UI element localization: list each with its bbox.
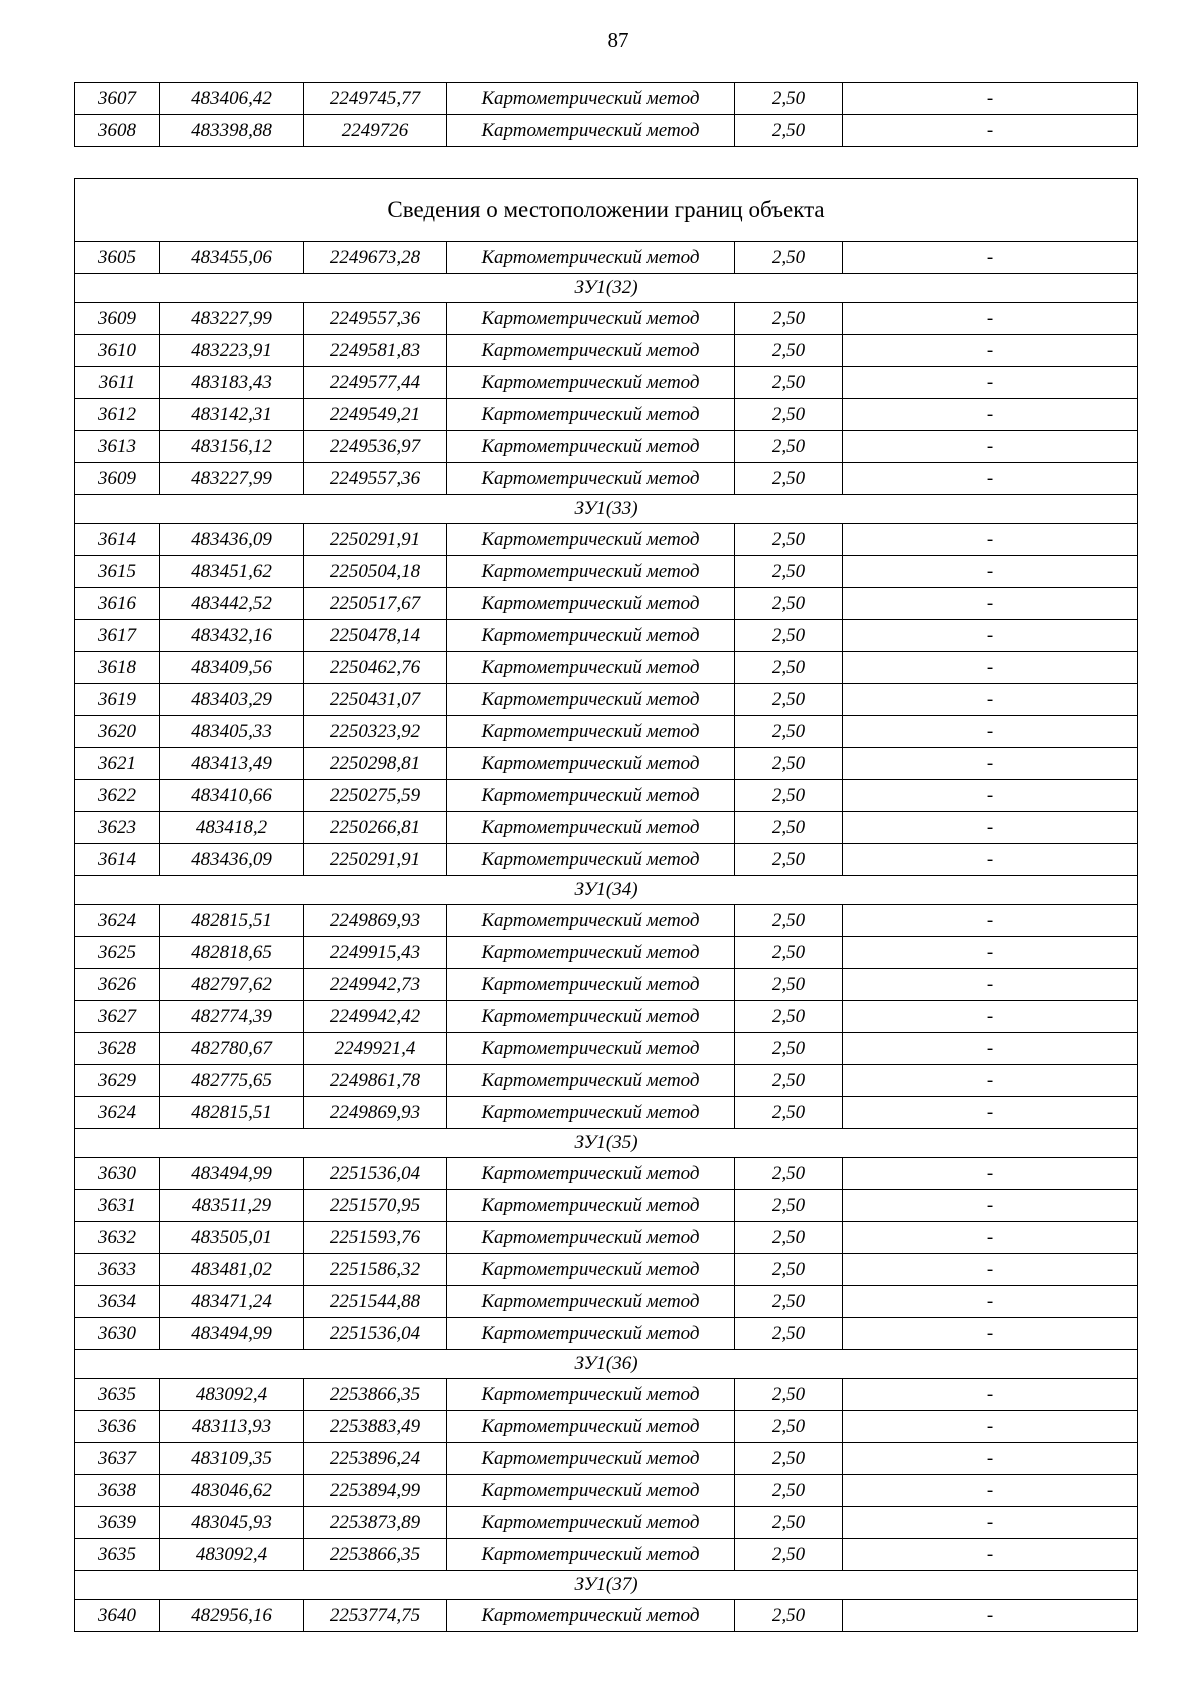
section-row	[75, 1571, 1138, 1600]
note-cell: -	[843, 1190, 1138, 1222]
method-cell: Картометрический метод	[447, 844, 735, 876]
section-label: ЗУ1(32)	[75, 274, 1138, 303]
coord-x-cell: 483436,09	[160, 524, 304, 556]
point-number-cell: 3612	[75, 399, 160, 431]
coord-x-cell: 483410,66	[160, 780, 304, 812]
table-row	[75, 969, 1138, 1001]
point-number-cell: 3635	[75, 1539, 160, 1571]
coord-x-cell: 483455,06	[160, 242, 304, 274]
coord-y-cell: 2251536,04	[304, 1318, 447, 1350]
method-cell: Картометрический метод	[447, 556, 735, 588]
coord-y-cell: 2249577,44	[304, 367, 447, 399]
note-cell: -	[843, 1097, 1138, 1129]
method-cell: Картометрический метод	[447, 1065, 735, 1097]
method-cell: Картометрический метод	[447, 1033, 735, 1065]
accuracy-cell: 2,50	[735, 303, 843, 335]
note-cell: -	[843, 1443, 1138, 1475]
coord-x-cell: 482815,51	[160, 905, 304, 937]
point-number-cell: 3631	[75, 1190, 160, 1222]
point-number-cell: 3621	[75, 748, 160, 780]
section-label: ЗУ1(34)	[75, 876, 1138, 905]
table-row	[75, 1475, 1138, 1507]
coord-y-cell: 2251570,95	[304, 1190, 447, 1222]
point-number-cell: 3635	[75, 1379, 160, 1411]
section-label: ЗУ1(33)	[75, 495, 1138, 524]
accuracy-cell: 2,50	[735, 1475, 843, 1507]
accuracy-cell: 2,50	[735, 335, 843, 367]
boundary-location-table	[74, 178, 1138, 1632]
point-number-cell: 3610	[75, 335, 160, 367]
table-row	[75, 1539, 1138, 1571]
note-cell: -	[843, 1475, 1138, 1507]
coord-y-cell: 2250504,18	[304, 556, 447, 588]
coord-y-cell: 2253866,35	[304, 1539, 447, 1571]
coord-x-cell: 483142,31	[160, 399, 304, 431]
coord-x-cell: 482956,16	[160, 1600, 304, 1632]
note-cell: -	[843, 748, 1138, 780]
table-row	[75, 652, 1138, 684]
table-row	[75, 1065, 1138, 1097]
page-number: 87	[607, 28, 629, 52]
coord-x-cell: 483398,88	[160, 115, 304, 147]
coord-x-cell: 483494,99	[160, 1158, 304, 1190]
coord-x-cell: 483109,35	[160, 1443, 304, 1475]
accuracy-cell: 2,50	[735, 1254, 843, 1286]
coord-y-cell: 2253866,35	[304, 1379, 447, 1411]
point-number-cell: 3614	[75, 524, 160, 556]
coord-x-cell: 483156,12	[160, 431, 304, 463]
coord-y-cell: 2251536,04	[304, 1158, 447, 1190]
point-number-cell: 3638	[75, 1475, 160, 1507]
point-number-cell: 3622	[75, 780, 160, 812]
coord-x-cell: 483409,56	[160, 652, 304, 684]
point-number-cell: 3616	[75, 588, 160, 620]
coord-x-cell: 483227,99	[160, 463, 304, 495]
note-cell: -	[843, 588, 1138, 620]
section-label: ЗУ1(37)	[75, 1571, 1138, 1600]
point-number-cell: 3607	[75, 83, 160, 115]
table-row	[75, 1254, 1138, 1286]
coord-y-cell: 2251586,32	[304, 1254, 447, 1286]
coord-y-cell: 2249557,36	[304, 303, 447, 335]
accuracy-cell: 2,50	[735, 937, 843, 969]
coord-x-cell: 483418,2	[160, 812, 304, 844]
note-cell: -	[843, 1033, 1138, 1065]
coord-x-cell: 483442,52	[160, 588, 304, 620]
note-cell: -	[843, 399, 1138, 431]
accuracy-cell: 2,50	[735, 780, 843, 812]
note-cell: -	[843, 1507, 1138, 1539]
point-number-cell: 3634	[75, 1286, 160, 1318]
accuracy-cell: 2,50	[735, 1222, 843, 1254]
point-number-cell: 3617	[75, 620, 160, 652]
coord-y-cell: 2250323,92	[304, 716, 447, 748]
coord-x-cell: 483092,4	[160, 1379, 304, 1411]
coord-y-cell: 2249942,42	[304, 1001, 447, 1033]
note-cell: -	[843, 1600, 1138, 1632]
method-cell: Картометрический метод	[447, 937, 735, 969]
method-cell: Картометрический метод	[447, 684, 735, 716]
accuracy-cell: 2,50	[735, 844, 843, 876]
method-cell: Картометрический метод	[447, 1158, 735, 1190]
coord-y-cell: 2251544,88	[304, 1286, 447, 1318]
point-number-cell: 3608	[75, 115, 160, 147]
note-cell: -	[843, 652, 1138, 684]
coord-x-cell: 483223,91	[160, 335, 304, 367]
coord-y-cell: 2249915,43	[304, 937, 447, 969]
coord-y-cell: 2250478,14	[304, 620, 447, 652]
coord-y-cell: 2250291,91	[304, 524, 447, 556]
note-cell: -	[843, 1222, 1138, 1254]
table-row	[75, 1001, 1138, 1033]
coord-x-cell: 483451,62	[160, 556, 304, 588]
accuracy-cell: 2,50	[735, 1600, 843, 1632]
note-cell: -	[843, 716, 1138, 748]
coord-x-cell: 483436,09	[160, 844, 304, 876]
table-row	[75, 524, 1138, 556]
method-cell: Картометрический метод	[447, 969, 735, 1001]
table-row	[75, 1286, 1138, 1318]
coord-x-cell: 482780,67	[160, 1033, 304, 1065]
point-number-cell: 3626	[75, 969, 160, 1001]
accuracy-cell: 2,50	[735, 812, 843, 844]
coord-x-cell: 483511,29	[160, 1190, 304, 1222]
accuracy-cell: 2,50	[735, 1379, 843, 1411]
method-cell: Картометрический метод	[447, 524, 735, 556]
coord-y-cell: 2253896,24	[304, 1443, 447, 1475]
point-number-cell: 3627	[75, 1001, 160, 1033]
coord-y-cell: 2249673,28	[304, 242, 447, 274]
coord-x-cell: 483113,93	[160, 1411, 304, 1443]
note-cell: -	[843, 367, 1138, 399]
table-row	[75, 684, 1138, 716]
table-row	[75, 303, 1138, 335]
table-row	[75, 1158, 1138, 1190]
coord-x-cell: 483471,24	[160, 1286, 304, 1318]
coord-y-cell: 2249726	[304, 115, 447, 147]
section-label: ЗУ1(36)	[75, 1350, 1138, 1379]
coord-y-cell: 2253774,75	[304, 1600, 447, 1632]
note-cell: -	[843, 1318, 1138, 1350]
accuracy-cell: 2,50	[735, 1286, 843, 1318]
note-cell: -	[843, 431, 1138, 463]
note-cell: -	[843, 844, 1138, 876]
point-number-cell: 3630	[75, 1158, 160, 1190]
note-cell: -	[843, 780, 1138, 812]
table-row	[75, 1600, 1138, 1632]
section-row	[75, 274, 1138, 303]
coord-y-cell: 2249921,4	[304, 1033, 447, 1065]
accuracy-cell: 2,50	[735, 1097, 843, 1129]
coord-y-cell: 2253894,99	[304, 1475, 447, 1507]
point-number-cell: 3609	[75, 303, 160, 335]
accuracy-cell: 2,50	[735, 1190, 843, 1222]
coord-y-cell: 2250431,07	[304, 684, 447, 716]
table-row	[75, 1222, 1138, 1254]
coord-y-cell: 2250517,67	[304, 588, 447, 620]
point-number-cell: 3625	[75, 937, 160, 969]
table-row	[75, 937, 1138, 969]
accuracy-cell: 2,50	[735, 431, 843, 463]
table-row	[75, 1507, 1138, 1539]
accuracy-cell: 2,50	[735, 1033, 843, 1065]
table-row	[75, 556, 1138, 588]
table-row	[75, 1097, 1138, 1129]
note-cell: -	[843, 905, 1138, 937]
accuracy-cell: 2,50	[735, 367, 843, 399]
table-title-row	[75, 179, 1138, 242]
accuracy-cell: 2,50	[735, 1539, 843, 1571]
table-title: Сведения о местоположении границ объекта	[75, 179, 1138, 242]
coord-y-cell: 2251593,76	[304, 1222, 447, 1254]
table-row	[75, 588, 1138, 620]
section-row	[75, 1350, 1138, 1379]
table-row	[75, 1443, 1138, 1475]
method-cell: Картометрический метод	[447, 620, 735, 652]
coord-x-cell: 483494,99	[160, 1318, 304, 1350]
coord-x-cell: 483227,99	[160, 303, 304, 335]
coord-x-cell: 483403,29	[160, 684, 304, 716]
note-cell: -	[843, 524, 1138, 556]
method-cell: Картометрический метод	[447, 652, 735, 684]
note-cell: -	[843, 969, 1138, 1001]
point-number-cell: 3611	[75, 367, 160, 399]
method-cell: Картометрический метод	[447, 905, 735, 937]
coord-x-cell: 482797,62	[160, 969, 304, 1001]
note-cell: -	[843, 1379, 1138, 1411]
coord-x-cell: 482815,51	[160, 1097, 304, 1129]
coord-y-cell: 2250266,81	[304, 812, 447, 844]
coord-x-cell: 483405,33	[160, 716, 304, 748]
method-cell: Картометрический метод	[447, 1411, 735, 1443]
method-cell: Картометрический метод	[447, 399, 735, 431]
note-cell: -	[843, 1286, 1138, 1318]
point-number-cell: 3640	[75, 1600, 160, 1632]
point-number-cell: 3639	[75, 1507, 160, 1539]
coord-x-cell: 483046,62	[160, 1475, 304, 1507]
table-row	[75, 367, 1138, 399]
coord-y-cell: 2249536,97	[304, 431, 447, 463]
coord-x-cell: 483413,49	[160, 748, 304, 780]
method-cell: Картометрический метод	[447, 1001, 735, 1033]
coord-x-cell: 482775,65	[160, 1065, 304, 1097]
section-row	[75, 876, 1138, 905]
point-number-cell: 3623	[75, 812, 160, 844]
coord-y-cell: 2250275,59	[304, 780, 447, 812]
table-row	[75, 1379, 1138, 1411]
table-row	[75, 83, 1138, 115]
table-row	[75, 242, 1138, 274]
table-row	[75, 399, 1138, 431]
table-row	[75, 335, 1138, 367]
note-cell: -	[843, 303, 1138, 335]
section-row	[75, 495, 1138, 524]
table-row	[75, 812, 1138, 844]
method-cell: Картометрический метод	[447, 1379, 735, 1411]
method-cell: Картометрический метод	[447, 83, 735, 115]
method-cell: Картометрический метод	[447, 431, 735, 463]
note-cell: -	[843, 937, 1138, 969]
point-number-cell: 3629	[75, 1065, 160, 1097]
table-row	[75, 716, 1138, 748]
coord-y-cell: 2249861,78	[304, 1065, 447, 1097]
accuracy-cell: 2,50	[735, 652, 843, 684]
point-number-cell: 3624	[75, 905, 160, 937]
point-number-cell: 3633	[75, 1254, 160, 1286]
accuracy-cell: 2,50	[735, 1065, 843, 1097]
accuracy-cell: 2,50	[735, 1411, 843, 1443]
coord-x-cell: 483505,01	[160, 1222, 304, 1254]
coord-y-cell: 2249581,83	[304, 335, 447, 367]
method-cell: Картометрический метод	[447, 367, 735, 399]
point-number-cell: 3630	[75, 1318, 160, 1350]
method-cell: Картометрический метод	[447, 1286, 735, 1318]
coord-x-cell: 483481,02	[160, 1254, 304, 1286]
table-row	[75, 1411, 1138, 1443]
accuracy-cell: 2,50	[735, 716, 843, 748]
note-cell: -	[843, 1411, 1138, 1443]
method-cell: Картометрический метод	[447, 780, 735, 812]
coord-y-cell: 2249549,21	[304, 399, 447, 431]
note-cell: -	[843, 1158, 1138, 1190]
method-cell: Картометрический метод	[447, 1443, 735, 1475]
note-cell: -	[843, 684, 1138, 716]
section-row	[75, 1129, 1138, 1158]
point-number-cell: 3605	[75, 242, 160, 274]
note-cell: -	[843, 335, 1138, 367]
coord-x-cell: 483406,42	[160, 83, 304, 115]
coord-x-cell: 483183,43	[160, 367, 304, 399]
accuracy-cell: 2,50	[735, 748, 843, 780]
method-cell: Картометрический метод	[447, 1507, 735, 1539]
note-cell: -	[843, 1001, 1138, 1033]
note-cell: -	[843, 242, 1138, 274]
point-number-cell: 3632	[75, 1222, 160, 1254]
method-cell: Картометрический метод	[447, 242, 735, 274]
method-cell: Картометрический метод	[447, 1475, 735, 1507]
section-label: ЗУ1(35)	[75, 1129, 1138, 1158]
method-cell: Картометрический метод	[447, 1222, 735, 1254]
table-row	[75, 905, 1138, 937]
point-number-cell: 3613	[75, 431, 160, 463]
note-cell: -	[843, 463, 1138, 495]
coordinates-table-continued	[74, 82, 1138, 147]
coord-y-cell: 2250462,76	[304, 652, 447, 684]
accuracy-cell: 2,50	[735, 1158, 843, 1190]
point-number-cell: 3619	[75, 684, 160, 716]
coord-x-cell: 483045,93	[160, 1507, 304, 1539]
note-cell: -	[843, 620, 1138, 652]
point-number-cell: 3628	[75, 1033, 160, 1065]
accuracy-cell: 2,50	[735, 242, 843, 274]
accuracy-cell: 2,50	[735, 905, 843, 937]
method-cell: Картометрический метод	[447, 588, 735, 620]
accuracy-cell: 2,50	[735, 556, 843, 588]
method-cell: Картометрический метод	[447, 1254, 735, 1286]
accuracy-cell: 2,50	[735, 588, 843, 620]
accuracy-cell: 2,50	[735, 969, 843, 1001]
accuracy-cell: 2,50	[735, 620, 843, 652]
point-number-cell: 3618	[75, 652, 160, 684]
accuracy-cell: 2,50	[735, 463, 843, 495]
table-row	[75, 780, 1138, 812]
table-row	[75, 1318, 1138, 1350]
coord-y-cell: 2250298,81	[304, 748, 447, 780]
method-cell: Картометрический метод	[447, 1097, 735, 1129]
note-cell: -	[843, 1254, 1138, 1286]
accuracy-cell: 2,50	[735, 1507, 843, 1539]
point-number-cell: 3620	[75, 716, 160, 748]
note-cell: -	[843, 812, 1138, 844]
table-row	[75, 431, 1138, 463]
coord-y-cell: 2249745,77	[304, 83, 447, 115]
method-cell: Картометрический метод	[447, 1600, 735, 1632]
note-cell: -	[843, 83, 1138, 115]
point-number-cell: 3609	[75, 463, 160, 495]
method-cell: Картометрический метод	[447, 1539, 735, 1571]
accuracy-cell: 2,50	[735, 684, 843, 716]
method-cell: Картометрический метод	[447, 716, 735, 748]
coord-y-cell: 2249557,36	[304, 463, 447, 495]
method-cell: Картометрический метод	[447, 115, 735, 147]
coord-y-cell: 2253873,89	[304, 1507, 447, 1539]
accuracy-cell: 2,50	[735, 115, 843, 147]
table-row	[75, 1033, 1138, 1065]
note-cell: -	[843, 1539, 1138, 1571]
point-number-cell: 3624	[75, 1097, 160, 1129]
coord-y-cell: 2249942,73	[304, 969, 447, 1001]
point-number-cell: 3636	[75, 1411, 160, 1443]
point-number-cell: 3614	[75, 844, 160, 876]
method-cell: Картометрический метод	[447, 463, 735, 495]
method-cell: Картометрический метод	[447, 1318, 735, 1350]
accuracy-cell: 2,50	[735, 399, 843, 431]
coord-y-cell: 2250291,91	[304, 844, 447, 876]
table-row	[75, 844, 1138, 876]
note-cell: -	[843, 556, 1138, 588]
table-row	[75, 115, 1138, 147]
coord-x-cell: 482774,39	[160, 1001, 304, 1033]
coord-x-cell: 483432,16	[160, 620, 304, 652]
coord-x-cell: 482818,65	[160, 937, 304, 969]
point-number-cell: 3637	[75, 1443, 160, 1475]
table-row	[75, 1190, 1138, 1222]
accuracy-cell: 2,50	[735, 1318, 843, 1350]
accuracy-cell: 2,50	[735, 524, 843, 556]
method-cell: Картометрический метод	[447, 812, 735, 844]
method-cell: Картометрический метод	[447, 1190, 735, 1222]
table-row	[75, 748, 1138, 780]
note-cell: -	[843, 1065, 1138, 1097]
coord-x-cell: 483092,4	[160, 1539, 304, 1571]
point-number-cell: 3615	[75, 556, 160, 588]
accuracy-cell: 2,50	[735, 1001, 843, 1033]
coord-y-cell: 2249869,93	[304, 1097, 447, 1129]
note-cell: -	[843, 115, 1138, 147]
method-cell: Картометрический метод	[447, 748, 735, 780]
table-row	[75, 620, 1138, 652]
method-cell: Картометрический метод	[447, 303, 735, 335]
coord-y-cell: 2253883,49	[304, 1411, 447, 1443]
table-row	[75, 463, 1138, 495]
coord-y-cell: 2249869,93	[304, 905, 447, 937]
method-cell: Картометрический метод	[447, 335, 735, 367]
accuracy-cell: 2,50	[735, 1443, 843, 1475]
accuracy-cell: 2,50	[735, 83, 843, 115]
